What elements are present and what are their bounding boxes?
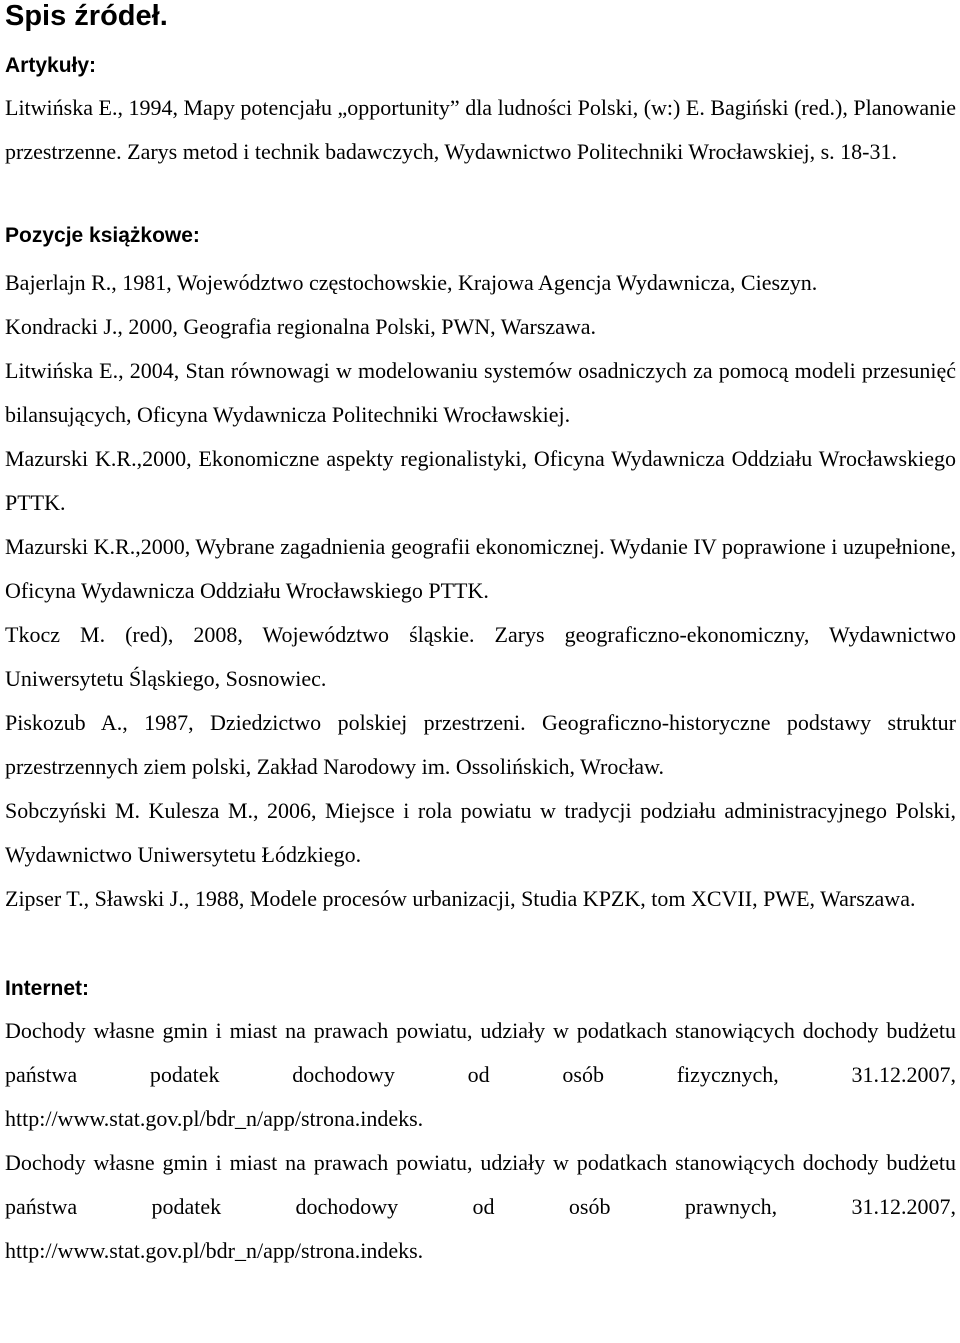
source-url-link[interactable]: http://www.stat.gov.pl/bdr_n/app/strona.indeks.	[5, 1238, 424, 1263]
document-page	[5, 0, 956, 1273]
bibliography-entry: Litwińska E., 2004, Stan równowagi w modelowaniu systemów osadniczych za pomocą modeli przesunięć bilansujących, Oficyna Wydawnicza Politechniki Wrocławskiej.	[5, 358, 956, 427]
section-heading-internet: Internet:	[5, 977, 89, 1000]
books-list	[5, 261, 956, 921]
internet-entry-text: Dochody własne gmin i miast na prawach powiatu, udziały w podatkach stanowiących dochody budżetu państwa podatek dochodowy od osób fizycznych, 31.12.2007,	[5, 1018, 956, 1087]
bibliography-entry: Mazurski K.R.,2000, Wybrane zagadnienia geografii ekonomicznej. Wydanie IV poprawione i uzupełnione, Oficyna Wydawnicza Oddziału Wrocławskiego PTTK.	[5, 534, 956, 603]
bibliography-entry: Piskozub A., 1987, Dziedzictwo polskiej przestrzeni. Geograficzno-historyczne podstawy struktur przestrzennych ziem polski, Zakład Narodowy im. Ossolińskich, Wrocław.	[5, 710, 956, 779]
internet-list	[5, 1009, 956, 1273]
section-heading-articles: Artykuły:	[5, 54, 97, 77]
section-heading-books: Pozycje książkowe:	[5, 224, 200, 247]
internet-entry	[5, 1009, 956, 1141]
internet-entry	[5, 1141, 956, 1273]
bibliography-entry: Litwińska E., 1994, Mapy potencjału „opportunity” dla ludności Polski, (w:) E. Bagiński (red.), Planowanie przestrzenne. Zarys metod i technik badawczych, Wydawnictwo Politechniki Wrocławskiej, s. 18-31.	[5, 95, 956, 164]
articles-list	[5, 86, 956, 174]
bibliography-entry: Bajerlajn R., 1981, Województwo częstochowskie, Krajowa Agencja Wydawnicza, Cieszyn.	[5, 270, 818, 295]
internet-entry-text: Dochody własne gmin i miast na prawach powiatu, udziały w podatkach stanowiących dochody budżetu państwa podatek dochodowy od osób prawnych, 31.12.2007,	[5, 1150, 956, 1219]
source-url-link[interactable]: http://www.stat.gov.pl/bdr_n/app/strona.indeks.	[5, 1106, 424, 1131]
bibliography-entry: Sobczyński M. Kulesza M., 2006, Miejsce i rola powiatu w tradycji podziału administracyjnego Polski, Wydawnictwo Uniwersytetu Łódzkiego.	[5, 798, 956, 867]
bibliography-entry: Tkocz M. (red), 2008, Województwo śląskie. Zarys geograficzno-ekonomiczny, Wydawnictwo Uniwersytetu Śląskiego, Sosnowiec.	[5, 622, 956, 691]
document-title: Spis źródeł.	[5, 0, 168, 32]
bibliography-entry: Kondracki J., 2000, Geografia regionalna Polski, PWN, Warszawa.	[5, 314, 597, 339]
bibliography-entry: Zipser T., Sławski J., 1988, Modele procesów urbanizacji, Studia KPZK, tom XCVII, PWE, Warszawa.	[5, 886, 916, 911]
bibliography-entry: Mazurski K.R.,2000, Ekonomiczne aspekty regionalistyki, Oficyna Wydawnicza Oddziału Wrocławskiego PTTK.	[5, 446, 956, 515]
